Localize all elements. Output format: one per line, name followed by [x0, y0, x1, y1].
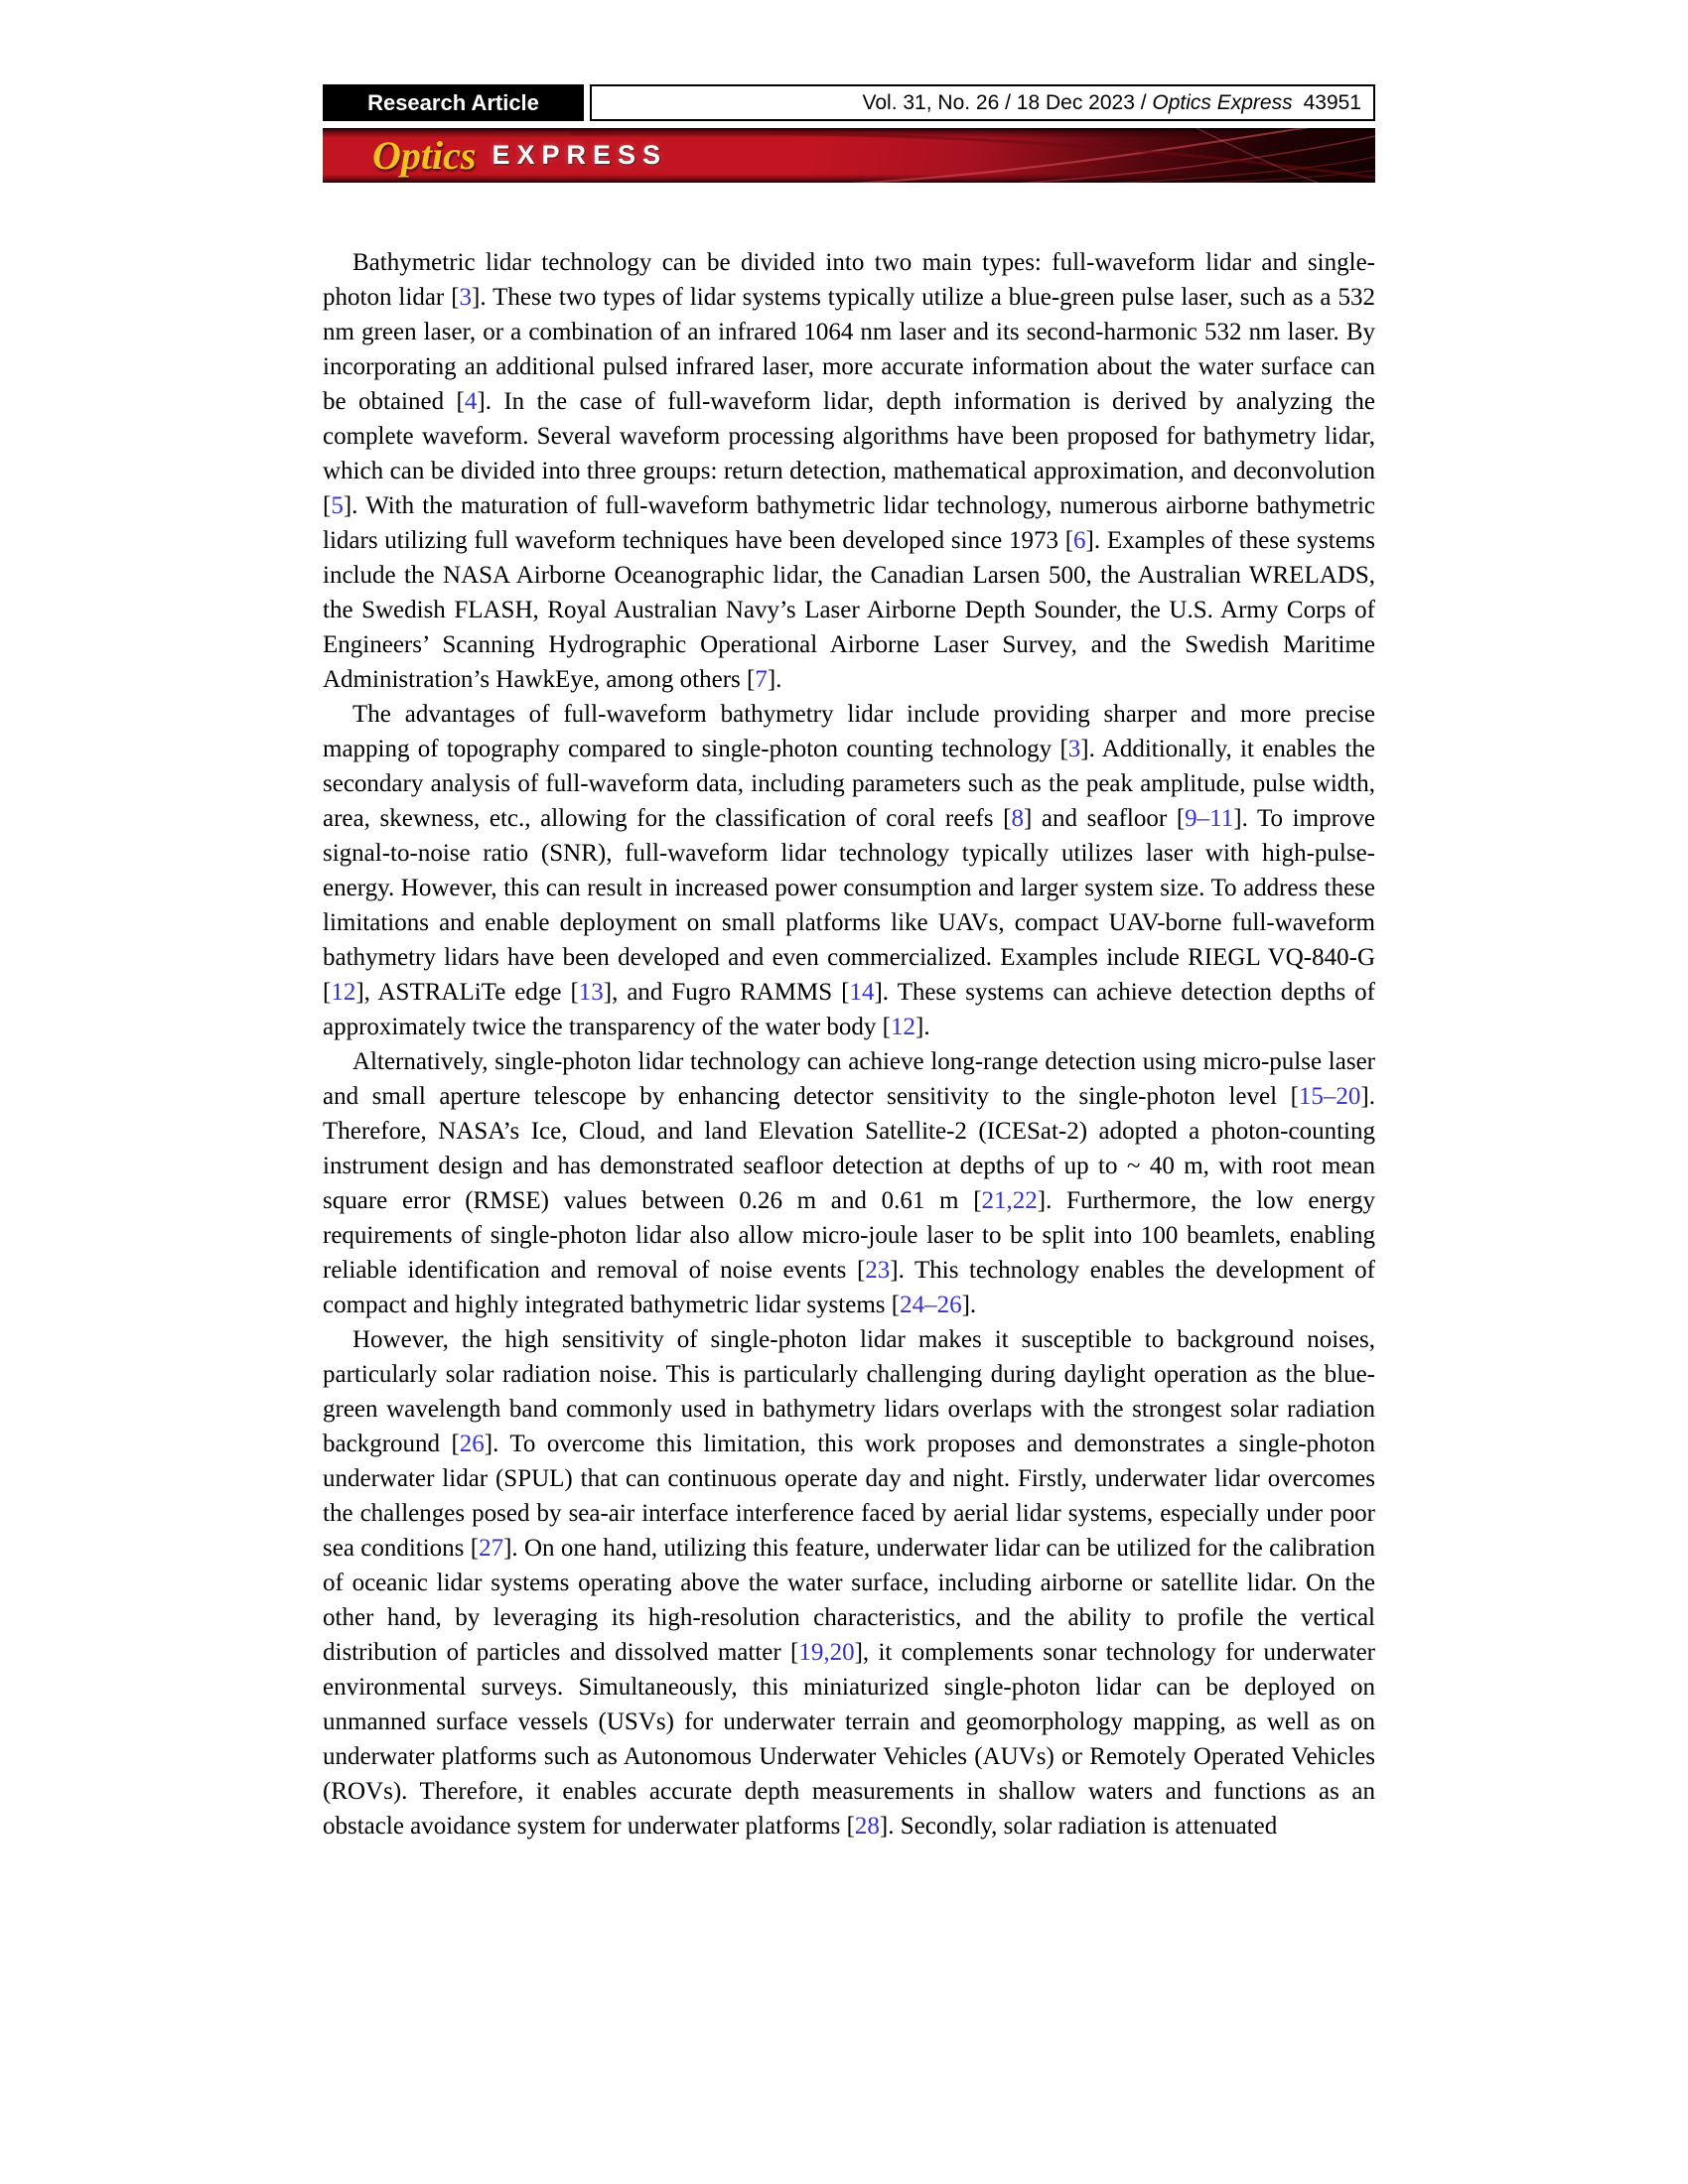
journal-banner — [323, 128, 1375, 183]
citation-link[interactable]: 3 — [459, 284, 473, 311]
citation-link[interactable]: 14 — [849, 979, 875, 1006]
banner-swirls-decoration — [323, 128, 1375, 183]
citation-link[interactable]: 15–20 — [1298, 1083, 1361, 1110]
citation-link[interactable]: 19,20 — [798, 1639, 855, 1666]
journal-name: Optics Express — [1152, 90, 1293, 114]
journal-header — [323, 84, 1375, 121]
citation-link[interactable]: 21,22 — [981, 1187, 1038, 1214]
page-number: 43951 — [1303, 90, 1361, 114]
brand-optics: Optics — [372, 132, 477, 178]
citation-link[interactable]: 9–11 — [1185, 805, 1234, 832]
citation-link[interactable]: 12 — [891, 1014, 915, 1040]
citation-link[interactable]: 8 — [1011, 805, 1024, 832]
citation-link[interactable]: 24–26 — [900, 1292, 962, 1318]
citation-link[interactable]: 23 — [865, 1257, 891, 1284]
paragraph-1: Bathymetric lidar technology can be divided into two main types: full-waveform lidar and single-photon lidar [3]. These two types of lidar systems typically utilize a blue-green pulse laser, such as a 532 nm green laser, or a combination of an infrared 1064 nm laser and its second-harmonic 532 nm laser. By incorporating an additional pulsed infrared laser, more accurate information about the water surface can be obtained [4]. In the case of full-waveform lidar, depth information is derived by analyzing the complete waveform. Several waveform processing algorithms have been proposed for bathymetry lidar, which can be divided into three groups: return detection, mathematical approximation, and deconvolution [5]. With the maturation of full-waveform bathymetric lidar technology, numerous airborne bathymetric lidars utilizing full waveform techniques have been developed since 1973 [6]. Examples of these systems include the NASA Airborne Oceanographic lidar, the Canadian Larsen 500, the Australian WRELADS, the Swedish FLASH, Royal Australian Navy’s Laser Airborne Depth Sounder, the U.S. Army Corps of Engineers’ Scanning Hydrographic Operational Airborne Laser Survey, and the Swedish Maritime Administration’s HawkEye, among others [7]. — [323, 249, 1376, 693]
citation-link[interactable]: 5 — [331, 492, 344, 519]
citation-link[interactable]: 28 — [854, 1813, 880, 1840]
citation-link[interactable]: 27 — [479, 1535, 504, 1562]
volume-date-text: Vol. 31, No. 26 / 18 Dec 2023 / — [862, 90, 1153, 114]
paragraph-4: However, the high sensitivity of single-photon lidar makes it susceptible to background noises, particularly solar radiation noise. This is particularly challenging during daylight operation as the blue-green wavelength band commonly used in bathymetry lidars overlaps with the strongest solar radiation background [26]. To overcome this limitation, this work proposes and demonstrates a single-photon underwater lidar (SPUL) that can continuous operate day and night. Firstly, underwater lidar overcomes the challenges posed by sea-air interface interference faced by aerial lidar systems, especially under poor sea conditions [27]. On one hand, utilizing this feature, underwater lidar can be utilized for the calibration of oceanic lidar systems operating above the water surface, including airborne or satellite lidar. On the other hand, by leveraging its high-resolution characteristics, and the ability to profile the vertical distribution of particles and dissolved matter [19,20], it complements sonar technology for underwater environmental surveys. Simultaneously, this miniaturized single-photon lidar can be deployed on unmanned surface vessels (USVs) for underwater terrain and geomorphology mapping, as well as on underwater platforms such as Autonomous Underwater Vehicles (AUVs) or Remotely Operated Vehicles (ROVs). Therefore, it enables accurate depth measurements in shallow waters and functions as an obstacle avoidance system for underwater platforms [28]. Secondly, solar radiation is attenuated — [323, 1326, 1375, 1840]
citation-link[interactable]: 6 — [1073, 527, 1086, 554]
article-body — [323, 245, 1375, 1843]
brand-express: EXPRESS — [492, 140, 667, 170]
paragraph-2: The advantages of full-waveform bathymetry lidar include providing sharper and more precise mapping of topography compared to single-photon counting technology [3]. Additionally, it enables the secondary analysis of full-waveform data, including parameters such as the peak amplitude, pulse width, area, skewness, etc., allowing for the classification of coral reefs [8] and seafloor [9–11]. To improve signal-to-noise ratio (SNR), full-waveform lidar technology typically utilizes laser with high-pulse-energy. However, this can result in increased power consumption and larger system size. To address these limitations and enable deployment on small platforms like UAVs, compact UAV-borne full-waveform bathymetry lidars have been developed and even commercialized. Examples include RIEGL VQ-840-G [12], ASTRALiTe edge [13], and Fugro RAMMS [14]. These systems can achieve detection depths of approximately twice the transparency of the water body [12]. — [323, 701, 1376, 1040]
citation-link[interactable]: 26 — [459, 1431, 485, 1457]
citation-link[interactable]: 3 — [1067, 736, 1081, 762]
article-type-label: Research Article — [367, 89, 539, 115]
citation-link[interactable]: 12 — [331, 979, 356, 1006]
citation-link[interactable]: 4 — [464, 388, 478, 415]
citation-link[interactable]: 13 — [578, 979, 604, 1006]
volume-info-box — [590, 84, 1375, 121]
article-type-badge — [323, 84, 584, 121]
paragraph-3: Alternatively, single-photon lidar technology can achieve long-range detection using micro-pulse laser and small aperture telescope by enhancing detector sensitivity to the single-photon level [15–20]. Therefore, NASA’s Ice, Cloud, and land Elevation Satellite-2 (ICESat-2) adopted a photon-counting instrument design and has demonstrated seafloor detection at depths of up to ~ 40 m, with root mean square error (RMSE) values between 0.26 m and 0.61 m [21,22]. Furthermore, the low energy requirements of single-photon lidar also allow micro-joule laser to be split into 100 beamlets, enabling reliable identification and removal of noise events [23]. This technology enables the development of compact and highly integrated bathymetric lidar systems [24–26]. — [323, 1048, 1375, 1318]
citation-link[interactable]: 7 — [755, 666, 768, 693]
